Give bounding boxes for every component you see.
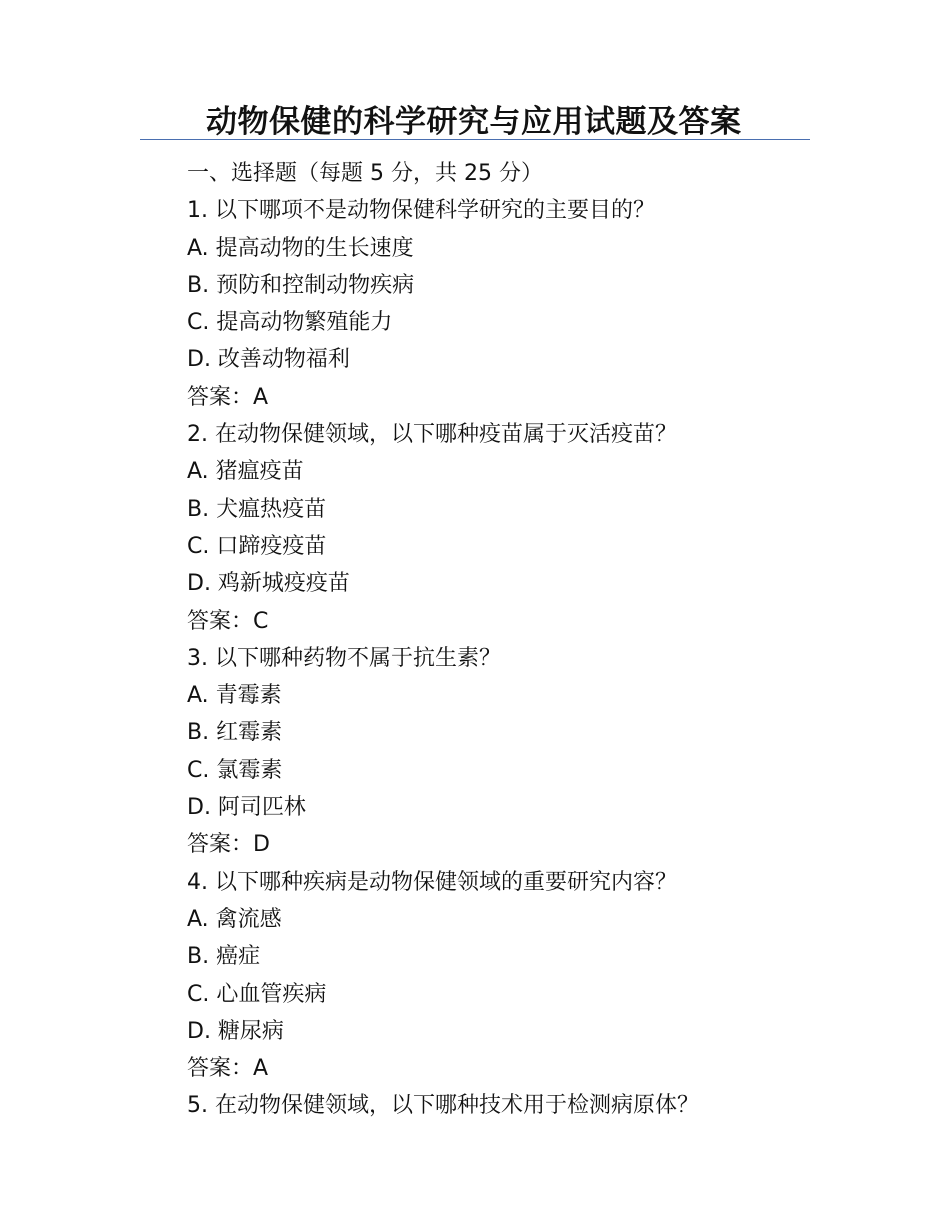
question-stem: 2. 在动物保健领域，以下哪种疫苗属于灭活疫苗？ xyxy=(187,422,677,448)
section-heading: 一、选择题（每题 5 分，共 25 分） xyxy=(187,161,543,186)
answer-option: B. 预防和控制动物疾病 xyxy=(187,272,415,298)
document-title: 动物保健的科学研究与应用试题及答案 xyxy=(206,104,742,140)
answer-option: A. 提高动物的生长速度 xyxy=(187,235,414,261)
question-stem: 1. 以下哪项不是动物保健科学研究的主要目的？ xyxy=(187,198,655,224)
answer-option: C. 心血管疾病 xyxy=(187,981,327,1007)
answer-option: C. 口蹄疫疫苗 xyxy=(187,533,327,559)
answer-key: 答案：D xyxy=(187,832,270,858)
answer-option: A. 青霉素 xyxy=(187,683,282,709)
answer-option: B. 犬瘟热疫苗 xyxy=(187,496,327,522)
question-stem: 3. 以下哪种药物不属于抗生素？ xyxy=(187,645,501,671)
answer-option: A. 禽流感 xyxy=(187,906,282,932)
answer-option: D. 糖尿病 xyxy=(187,1018,284,1044)
document-body xyxy=(187,155,807,1125)
question-stem: 4. 以下哪种疾病是动物保健领域的重要研究内容？ xyxy=(187,869,677,895)
answer-option: D. 鸡新城疫疫苗 xyxy=(187,571,350,597)
answer-option: C. 提高动物繁殖能力 xyxy=(187,310,393,336)
answer-option: B. 红霉素 xyxy=(187,720,283,746)
question-stem: 5. 在动物保健领域，以下哪种技术用于检测病原体？ xyxy=(187,1093,699,1119)
answer-option: D. 阿司匹林 xyxy=(187,795,306,821)
answer-option: B. 癌症 xyxy=(187,944,261,970)
answer-option: D. 改善动物福利 xyxy=(187,347,350,373)
answer-option: A. 猪瘟疫苗 xyxy=(187,459,304,485)
answer-key: 答案：C xyxy=(187,608,269,634)
answer-option: C. 氯霉素 xyxy=(187,757,283,783)
answer-key: 答案：A xyxy=(187,1056,269,1082)
answer-key: 答案：A xyxy=(187,384,269,410)
title-underline xyxy=(140,139,810,140)
